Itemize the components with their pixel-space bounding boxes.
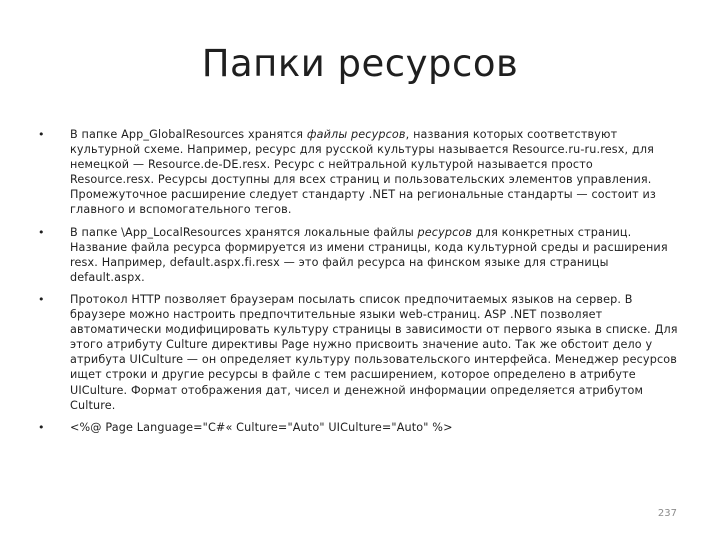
bullet-text-part: для конкретных страниц. Название файла ресурса формируется из имени страницы, кода культурной среды и расширения resx. Например, default.aspx.fi.resx — это файл ресурса на финском языке для страницы default.aspx.	[70, 225, 668, 284]
bullet-text	[70, 128, 656, 216]
bullet-text-italic: файлы ресурсов	[306, 128, 406, 141]
bullet-text	[70, 226, 668, 284]
bullet-item	[38, 127, 678, 218]
bullet-marker: •	[38, 292, 45, 306]
bullet-item	[38, 420, 678, 435]
bullet-list	[38, 127, 678, 442]
bullet-text	[70, 293, 678, 412]
bullet-marker: •	[38, 420, 45, 434]
bullet-text-italic: ресурсов	[417, 225, 473, 239]
bullet-text	[70, 421, 453, 434]
bullet-text-part: , названия которых соответствуют культурной схеме. Например, ресурс для русской культуры называется Resource.ru-ru.resx, для немецкой — Resource.de-DE.resx. Ресурс с нейтральной культурой называется просто Resource.resx. Ресурсы доступны для всех страниц и пользовательских элементов управления. Промежуточное расширение следует стандарту .NET на региональные стандарты — состоит из главного и вспомогательного тегов.	[70, 128, 657, 217]
bullet-item	[38, 292, 678, 413]
bullet-marker: •	[38, 225, 45, 239]
bullet-marker: •	[38, 128, 45, 141]
slide-title: Папки ресурсов	[201, 42, 519, 85]
page-number: 237	[657, 508, 677, 519]
bullet-text-part: В папке App_GlobalResources хранятся	[70, 128, 307, 141]
bullet-text-part: Протокол HTTP позволяет браузерам посылать список предпочитаемых языков на сервер. В браузере можно настроить предпочтительные языки web-страниц. ASP .NET позволяет автоматически модифицировать культуру страницы в зависимости от первого языка в списке. Для этого атрибуту Culture директивы Page нужно присвоить значение auto. Так же обстоит дело у атрибута UICulture — он определяет культуру пользовательского интерфейса. Менеджер ресурсов ищет строки и другие ресурсы в файле с тем расширением, которое определено в атрибуте UICulture. Формат отображения дат, чисел и денежной информации определяется атрибутом Culture.	[70, 292, 678, 412]
bullet-item	[38, 225, 678, 285]
bullet-text-part: <%@ Page Language="C#« Culture="Auto" UICulture="Auto" %>	[70, 420, 453, 434]
bullet-text-part: В папке \App_LocalResources хранятся локальные файлы	[70, 225, 418, 239]
